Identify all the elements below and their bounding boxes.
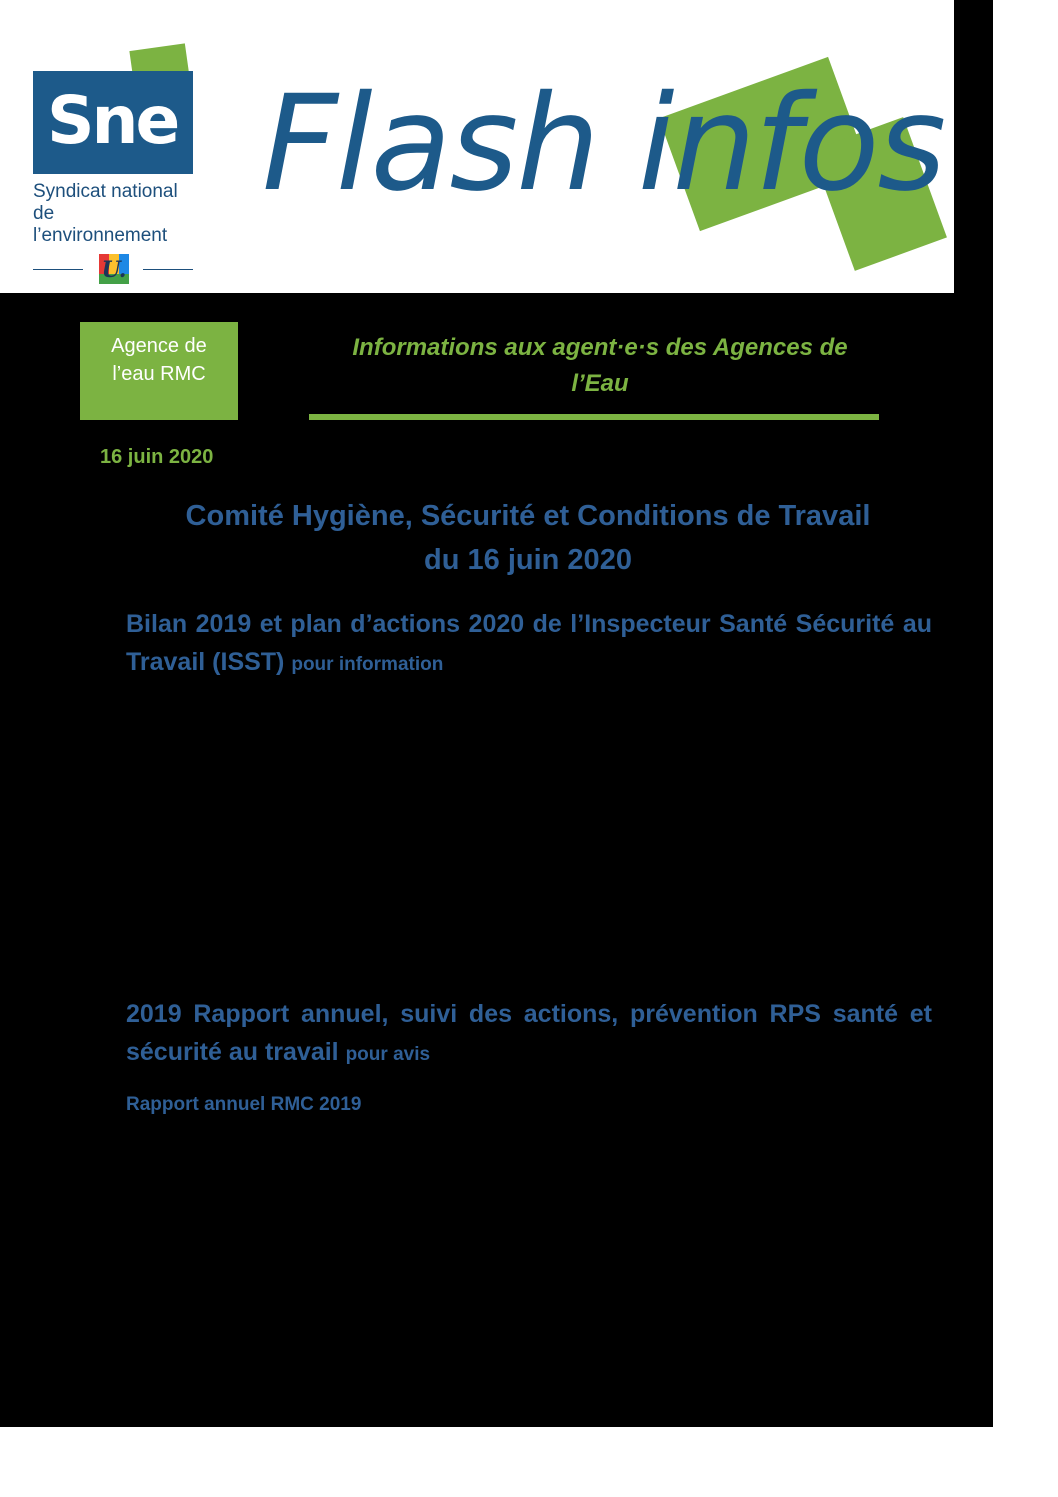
issue-date: 16 juin 2020 [100, 446, 214, 468]
agence-badge [80, 322, 238, 420]
subtitle-line1: Informations aux agent·e·s des Agences de [352, 334, 848, 361]
main-heading-line2: du 16 juin 2020 [424, 544, 632, 576]
subtitle [310, 330, 890, 402]
logo-rule-right [143, 269, 193, 270]
agence-label-line2: l’eau RMC [112, 363, 206, 385]
logo-rule-left [33, 269, 83, 270]
sne-logo [33, 47, 198, 287]
union-u-icon [95, 252, 133, 286]
blacked-out-margin-strip [954, 0, 993, 293]
section-rapport-heading: 2019 Rapport annuel, suivi des actions, prévention RPS santé et sécurité au travail [126, 1000, 932, 1066]
agence-label [90, 332, 228, 388]
section-rapport-annuel [126, 995, 932, 1074]
logo-mark-text: Sne [47, 82, 178, 159]
rapport-link-label: Rapport annuel RMC 2019 [126, 1094, 362, 1115]
section-isst-heading: Bilan 2019 et plan d’actions 2020 de l’Inspecteur Santé Sécurité au Travail (ISST) [126, 610, 932, 676]
section-isst [126, 605, 932, 684]
page-title: Flash infos [262, 67, 945, 221]
section-rapport-note: pour avis [345, 1044, 431, 1065]
logo-blue-block [33, 71, 193, 174]
section-isst-note: pour information [291, 654, 444, 675]
subtitle-line2: l’Eau [571, 370, 629, 397]
logo-caption-line1: Syndicat national de [33, 181, 178, 224]
logo-caption [33, 181, 198, 247]
header-title-area [262, 30, 952, 285]
agence-label-line1: Agence de [111, 335, 207, 357]
main-heading-line1: Comité Hygiène, Sécurité et Conditions de Travail [185, 500, 871, 532]
logo-caption-line2: l’environnement [33, 225, 168, 246]
subtitle-divider [309, 414, 879, 420]
main-heading [120, 494, 936, 582]
union-mark-text: U. [101, 257, 127, 283]
